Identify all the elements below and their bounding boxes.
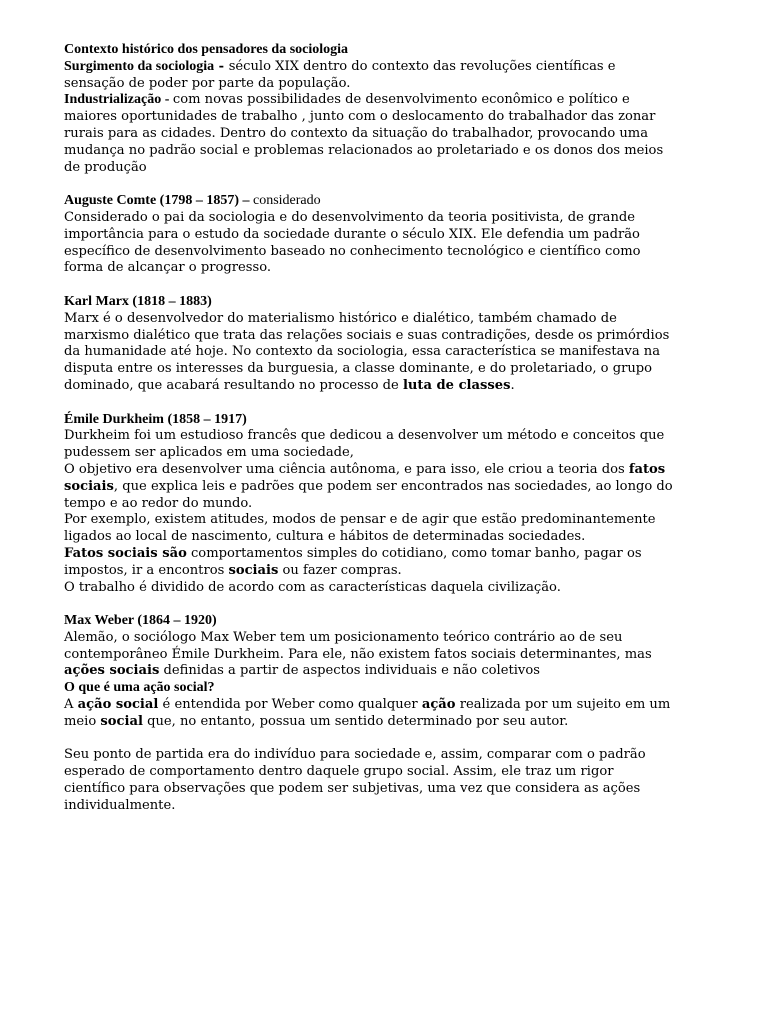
comte-body: Considerado o pai da sociologia e do desenvolvimento da teoria positivista, de grande importância para o estudo da sociedade durante o século XIX. Ele defendia um padrão específico de desenvolvimento baseado no conhecimento tecnológico e científico como forma de alcançar o progresso. <box>64 209 641 276</box>
weber-p1-bold: ações sociais <box>64 663 160 679</box>
surgimento-text: século XIX dentro do contexto das revoluções científicas e sensação de poder por parte da população. <box>64 58 616 91</box>
durkheim-p5: O trabalho é dividido de acordo com as características daquela civilização. <box>64 579 561 595</box>
weber-p2 <box>64 697 678 731</box>
durkheim-p4-mid: comportamentos simples do cotidiano, como tomar banho, pagar os impostos, ir a encontros <box>64 545 642 578</box>
spacer <box>64 731 678 748</box>
spacer <box>64 176 678 193</box>
marx-body <box>64 311 678 395</box>
durkheim-p4-end: ou fazer compras. <box>278 562 402 578</box>
comte-heading-suffix: considerado <box>252 193 321 209</box>
surgimento-paragraph <box>64 59 678 93</box>
weber-heading: Max Weber (1864 – 1920) <box>64 613 217 629</box>
industrializacao-paragraph <box>64 92 678 176</box>
document-title: Contexto histórico dos pensadores da sociologia <box>64 42 349 57</box>
weber-p1-end: definidas a partir de aspectos individuais e não coletivos <box>159 663 540 679</box>
weber-p1-start: Alemão, o sociólogo Max Weber tem um posicionamento teórico contrário ao de seu contemporâneo Émile Durkheim. Para ele, não existem fatos sociais determinantes, mas <box>64 629 652 662</box>
comte-heading <box>64 193 678 210</box>
durkheim-p4-bold2: sociais <box>228 562 279 578</box>
spacer <box>64 277 678 294</box>
spacer <box>64 596 678 613</box>
surgimento-separator: - <box>214 58 229 74</box>
spacer <box>64 395 678 412</box>
weber-p2-bold2: ação <box>421 697 456 713</box>
industrializacao-text: com novas possibilidades de desenvolvimento econômico e político e maiores oportunidades de trabalho , junto com o deslocamento do trabalhador das zonar rurais para as cidades. Dentro do contexto da situação do trabalhador, provocando uma mudança no padrão social e problemas relacionados ao proletariado e os donos dos meios de produção <box>64 92 664 175</box>
durkheim-p2-end: , que explica leis e padrões que podem ser encontrados nas sociedades, ao longo do tempo e ao redor do mundo. <box>64 478 673 511</box>
weber-p2-bold1: ação social <box>77 697 159 713</box>
weber-p2-c: é entendida por Weber como qualquer <box>158 697 422 713</box>
weber-p2-d: realizada por um sujeito em um meio <box>64 697 671 729</box>
durkheim-p4-bold: Fatos sociais são <box>64 545 187 561</box>
surgimento-label: Surgimento da sociologia <box>64 58 215 74</box>
weber-question: O que é uma ação social? <box>64 680 215 696</box>
durkheim-p3: Por exemplo, existem atitudes, modos de pensar e de agir que estão predominantemente ligados ao local de nascimento, cultura e hábitos de determinadas sociedades. <box>64 512 656 545</box>
weber-p2-e: que, no entanto, possua um sentido determinado por seu autor. <box>142 713 569 729</box>
weber-p1 <box>64 630 678 680</box>
marx-body-text: Marx é o desenvolvedor do materialismo histórico e dialético, também chamado de marxismo dialético que trata das relações sociais e suas contradições, desde os primórdios da humanidade até hoje. No contexto da sociologia, essa característica se manifestava na disputa entre os interesses da burguesia, a classe dominante, e do proletariado, o grupo dominado, que acabará resultando no processo de <box>64 310 670 393</box>
weber-p2-a: A <box>64 697 78 713</box>
marx-heading: Karl Marx (1818 – 1883) <box>64 293 212 309</box>
weber-p3: Seu ponto de partida era do indivíduo para sociedade e, assim, comparar com o padrão esperado de comportamento dentro daquele grupo social. Assim, ele traz um rigor científico para observações que podem ser subjetivas, uma vez que considera as ações individualmente. <box>64 747 646 813</box>
durkheim-heading: Émile Durkheim (1858 – 1917) <box>64 411 247 427</box>
marx-body-end: . <box>510 377 515 393</box>
durkheim-p4 <box>64 546 678 580</box>
durkheim-p2 <box>64 462 678 512</box>
marx-body-bold: luta de classes <box>402 377 511 393</box>
industrializacao-label: Industrialização - <box>64 92 173 108</box>
comte-heading-text: Auguste Comte (1798 – 1857) – <box>64 193 253 209</box>
durkheim-p1: Durkheim foi um estudioso francês que dedicou a desenvolver um método e conceitos que pudessem ser aplicados em uma sociedade, <box>64 428 665 461</box>
weber-p2-bold3: social <box>100 713 143 729</box>
durkheim-p2-start: O objetivo era desenvolver uma ciência autônoma, e para isso, ele criou a teoria dos <box>64 461 629 477</box>
durkheim-p2-bold: fatos sociais <box>64 461 666 494</box>
